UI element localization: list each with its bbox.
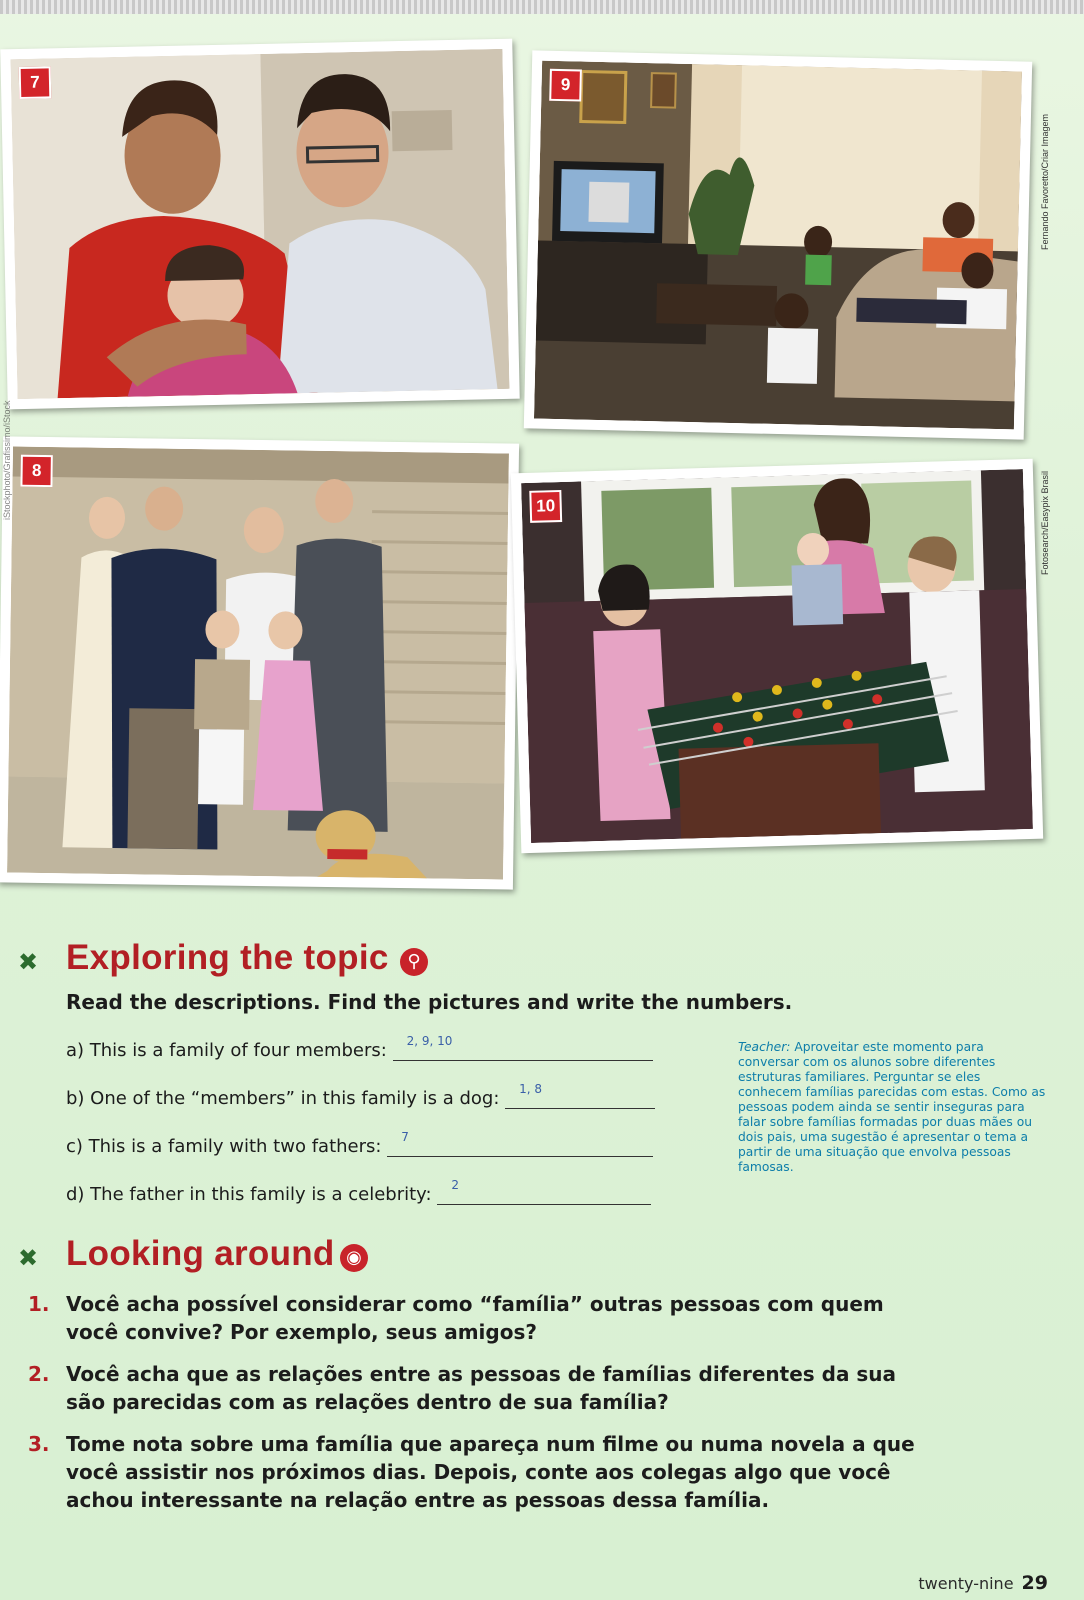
answer-line-a	[393, 1034, 653, 1061]
looking-item-3-number: 3.	[28, 1432, 50, 1456]
photo-family-watching-tv	[534, 61, 1022, 430]
photo-number-8: 8	[20, 455, 52, 487]
section-bullet-looking: ✖	[18, 1244, 39, 1272]
answer-line-b	[505, 1082, 655, 1109]
question-b-label: b) One of the “members” in this family is a dog:	[66, 1088, 500, 1109]
question-a	[66, 1034, 653, 1061]
question-a-label: a) This is a family of four members:	[66, 1040, 387, 1061]
photo-credit-left-mid: iStockphoto/Grafissimo/iStock	[2, 400, 12, 520]
question-c	[66, 1130, 653, 1157]
question-c-label: c) This is a family with two fathers:	[66, 1136, 382, 1157]
photo-number-7: 7	[19, 66, 52, 99]
looking-heading: Looking around	[66, 1234, 335, 1273]
teacher-note	[738, 1040, 1046, 1175]
eye-icon: ◉	[340, 1244, 368, 1272]
photo-credit-right-top: Fernando Favoretto/Criar Imagem	[1040, 113, 1050, 250]
photo-8	[0, 436, 519, 889]
magnifier-icon: ⚲	[400, 948, 428, 976]
looking-item-1-number: 1.	[28, 1292, 50, 1316]
photo-10	[511, 459, 1043, 853]
page-number-words: twenty-nine	[918, 1574, 1014, 1593]
looking-item-2-text: Você acha que as relações entre as pessoas de famílias diferentes da sua são parecidas com as relações dentro de sua família?	[66, 1362, 897, 1414]
answer-line-d	[437, 1178, 651, 1205]
answer-a: 2, 9, 10	[406, 1034, 453, 1048]
teacher-note-text: Aproveitar este momento para conversar com os alunos sobre diferentes estruturas familiares. Perguntar se eles conhecem famílias parecidas com estas. Como as pessoas podem ainda se sentir inseguras para falar sobre famílias formadas por duas mães ou dois pais, uma sugestão é apresentar o tema a partir de uma situação que envolva pessoas famosas.	[738, 1040, 1046, 1174]
question-d	[66, 1178, 651, 1205]
section-bullet-exploring: ✖	[18, 948, 39, 976]
answer-b: 1, 8	[519, 1082, 543, 1096]
question-d-label: d) The father in this family is a celebrity:	[66, 1184, 432, 1205]
answer-line-c	[387, 1130, 653, 1157]
photo-7	[0, 39, 519, 410]
photo-family-foosball	[521, 469, 1033, 843]
teacher-note-lead: Teacher:	[738, 1040, 791, 1054]
question-b	[66, 1082, 655, 1109]
looking-item-1-text: Você acha possível considerar como “família” outras pessoas com quem você convive? Por exemplo, seus amigos?	[66, 1292, 884, 1344]
answer-c: 7	[401, 1130, 409, 1144]
looking-item-3-text: Tome nota sobre uma família que apareça num filme ou numa novela a que você assistir nos próximos dias. Depois, conte aos colegas algo que você achou interessante na relação entre as pessoas dessa família.	[66, 1432, 915, 1512]
photo-credit-right-mid: Fotosearch/Easypix Brasil	[1040, 470, 1050, 575]
page-folio	[918, 1572, 1048, 1594]
photo-number-10: 10	[529, 490, 562, 523]
photo-two-fathers-baby	[10, 49, 509, 399]
exploring-instruction: Read the descriptions. Find the pictures and write the numbers.	[66, 990, 793, 1014]
answer-d: 2	[451, 1178, 459, 1192]
page-top-border	[0, 0, 1084, 14]
looking-item-2-number: 2.	[28, 1362, 50, 1386]
photo-9	[524, 50, 1032, 439]
exploring-heading: Exploring the topic	[66, 938, 389, 977]
photo-number-9: 9	[549, 69, 582, 102]
photo-family-with-dog	[7, 447, 509, 880]
page-number: 29	[1021, 1572, 1048, 1594]
